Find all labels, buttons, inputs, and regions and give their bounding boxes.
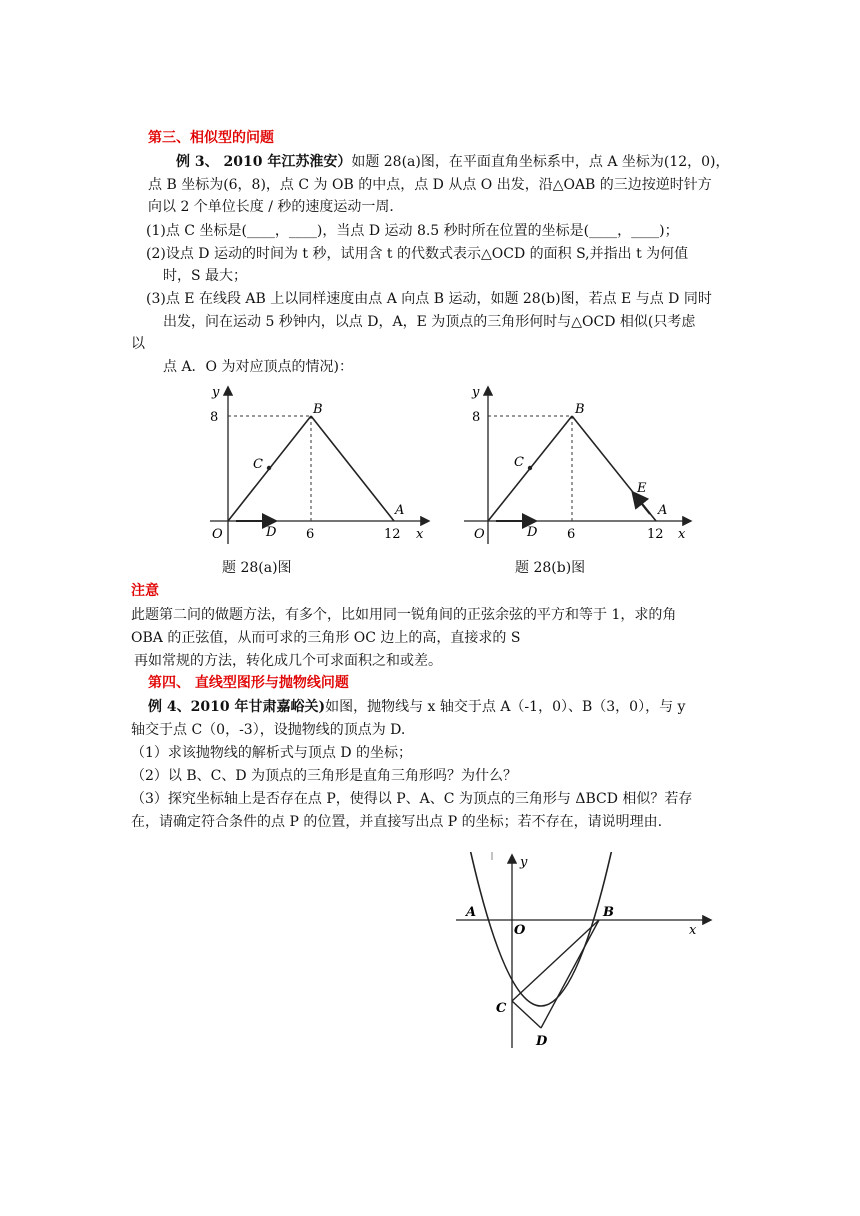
label-x: x <box>416 527 424 542</box>
figure-28a <box>190 376 440 551</box>
label-B: B <box>313 402 323 417</box>
label-6: 6 <box>306 527 315 542</box>
example4-q3a: （3）探究坐标轴上是否存在点 P，使得以 P、A、C 为顶点的三角形与 ΔBCD 相似？若存 <box>131 791 693 807</box>
example4-label: 例 4、2010 年甘肃嘉峪关) <box>148 699 326 715</box>
example3-q3b: 出发，问在运动 5 秒钟内，以点 D，A，E 为顶点的三角形何时与△OCD 相似(只考虑 <box>163 314 696 330</box>
label-A: A <box>395 503 405 518</box>
example4-q2: （2）以 B、C、D 为顶点的三角形是直角三角形吗？为什么？ <box>131 768 518 784</box>
label-x: x <box>689 923 697 938</box>
arrow-E <box>634 494 650 514</box>
point-C <box>267 466 271 470</box>
label-12: 12 <box>647 527 664 542</box>
label-D: D <box>536 1034 548 1049</box>
example3-q2a: (2)设点 D 运动的时间为 t 秒，试用含 t 的代数式表示△OCD 的面积 S,并指出 t 为何值 <box>146 246 689 262</box>
example4-line2: 轴交于点 C（0，-3），设抛物线的顶点为 D. <box>131 722 406 738</box>
example3-q2b: 时，S 最大； <box>163 268 248 284</box>
figure-28b <box>450 376 700 551</box>
segment-BA <box>311 416 394 521</box>
example3-line2: 点 B 坐标为(6，8)，点 C 为 OB 的中点，点 D 从点 O 出发，沿△OAB 的三边按逆时针方 <box>148 177 712 193</box>
note-line1: 此题第二问的做题方法，有多个，比如用同一锐角间的正弦余弦的平方和等于 1，求的角 <box>131 607 677 623</box>
label-B: B <box>603 905 614 920</box>
caption-28b: 题 28(b)图 <box>515 560 586 576</box>
label-A: A <box>658 503 668 518</box>
label-x: x <box>678 527 686 542</box>
label-C: C <box>514 455 524 470</box>
label-12: 12 <box>384 527 401 542</box>
example4-q1: （1）求该抛物线的解析式与顶点 D 的坐标； <box>131 745 413 761</box>
parabola-curve <box>468 852 614 1006</box>
label-O: O <box>212 527 223 542</box>
example3-q3a: (3)点 E 在线段 AB 上以同样速度由点 A 向点 B 运动，如题 28(b)图，若点 E 与点 D 同时 <box>146 291 712 307</box>
point-C <box>528 466 532 470</box>
section3-heading: 第三、相似型的问题 <box>148 130 274 146</box>
label-D: D <box>527 525 538 540</box>
label-C: C <box>253 457 263 472</box>
note-heading: 注意 <box>131 583 159 599</box>
example3-q1: (1)点 C 坐标是(____，____)，当点 D 运动 8.5 秒时所在位置的坐标是(____，____)； <box>146 223 679 239</box>
label-6: 6 <box>567 527 576 542</box>
label-8: 8 <box>472 410 481 425</box>
label-y: y <box>472 385 480 400</box>
note-line2: OBA 的正弦值，从而可求的三角形 OC 边上的高，直接求的 S <box>131 630 521 646</box>
label-C: C <box>496 1001 507 1016</box>
label-y: y <box>212 385 220 400</box>
example3-q3c: 以 <box>131 336 145 352</box>
label-A: A <box>466 905 477 920</box>
example3-intro <box>176 153 730 171</box>
label-y: y <box>520 855 528 870</box>
example3-label: 例 3、 2010 年江苏淮安） <box>176 154 352 170</box>
example3-line3: 向以 2 个单位长度 / 秒的速度运动一周． <box>148 199 404 215</box>
parabola-figure <box>448 852 718 1052</box>
example3-q3d: 点 A．O 为对应顶点的情况)： <box>163 359 353 375</box>
label-O: O <box>474 527 485 542</box>
example4-line1: 如图，抛物线与 x 轴交于点 A（-1，0）、B（3，0），与 y <box>325 699 686 715</box>
section4-heading: 第四、 直线型图形与抛物线问题 <box>148 675 349 691</box>
label-D: D <box>266 525 277 540</box>
label-O: O <box>514 923 526 938</box>
segment-DB <box>541 920 599 1028</box>
example3-line1: 如题 28(a)图，在平面直角坐标系中，点 A 坐标为(12，0)， <box>351 154 730 170</box>
note-line3: 再如常规的方法，转化成几个可求面积之和或差。 <box>134 653 442 669</box>
caption-28a: 题 28(a)图 <box>222 560 292 576</box>
label-B: B <box>575 402 585 417</box>
example4-intro <box>148 698 685 716</box>
label-E: E <box>637 481 647 496</box>
label-8: 8 <box>210 410 219 425</box>
example4-q3b: 在，请确定符合条件的点 P 的位置，并直接写出点 P 的坐标；若不存在，请说明理由. <box>131 814 663 830</box>
